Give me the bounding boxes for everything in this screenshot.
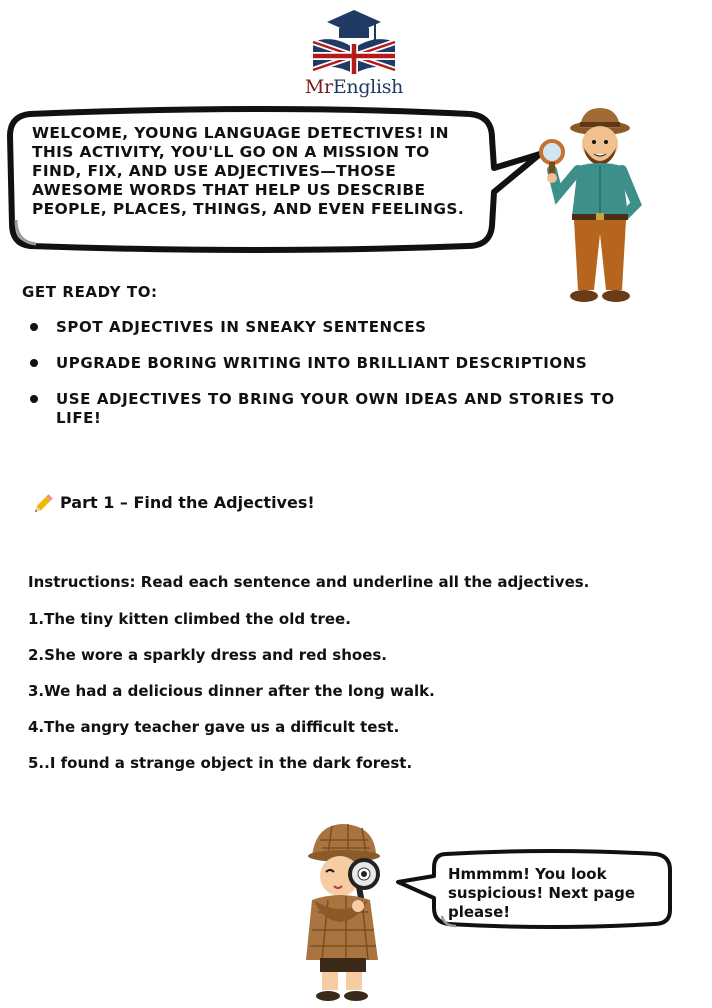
intro-bubble-text: WELCOME, YOUNG LANGUAGE DETECTIVES! IN THIS ACTIVITY, YOU'LL GO ON A MISSION TO FIND, FIX, AND USE ADJECTIVES—THOSE AWESOME WORDS THAT HELP US DESCRIBE PEOPLE, PLACES, THINGS, AND EVEN FEELINGS. (32, 124, 465, 218)
get-ready-list (30, 318, 660, 445)
sentence-item: 2.She wore a sparkly dress and red shoes. (28, 646, 388, 664)
sentence-item: 1.The tiny kitten climbed the old tree. (28, 610, 351, 628)
pencil-icon (34, 491, 56, 513)
outro-bubble-text: Hmmmm! You look suspicious! Next page please! (448, 865, 635, 921)
get-ready-heading: GET READY TO: (22, 283, 158, 301)
sentence-list (28, 609, 435, 789)
bullet-icon (30, 359, 38, 367)
list-item: SPOT ADJECTIVES IN SNEAKY SENTENCES (30, 318, 660, 337)
sentence-item: 3.We had a delicious dinner after the long walk. (28, 682, 435, 700)
detective-illustration (298, 820, 394, 1004)
sentence-item: 4.The angry teacher gave us a difficult test. (28, 718, 400, 736)
list-item: USE ADJECTIVES TO BRING YOUR OWN IDEAS AND STORIES TO LIFE! (30, 390, 660, 428)
sentence-item: 5..I found a strange object in the dark forest. (28, 754, 413, 772)
logo-wordmark: MrEnglish (304, 76, 404, 98)
instructions-text: Instructions: Read each sentence and underline all the adjectives. (28, 573, 590, 591)
list-item: UPGRADE BORING WRITING INTO BRILLIANT DESCRIPTIONS (30, 354, 660, 373)
part1-heading (34, 491, 315, 513)
part1-heading-text: Part 1 – Find the Adjectives! (60, 492, 315, 512)
bullet-icon (30, 395, 38, 403)
bullet-icon (30, 323, 38, 331)
explorer-illustration (528, 104, 658, 308)
